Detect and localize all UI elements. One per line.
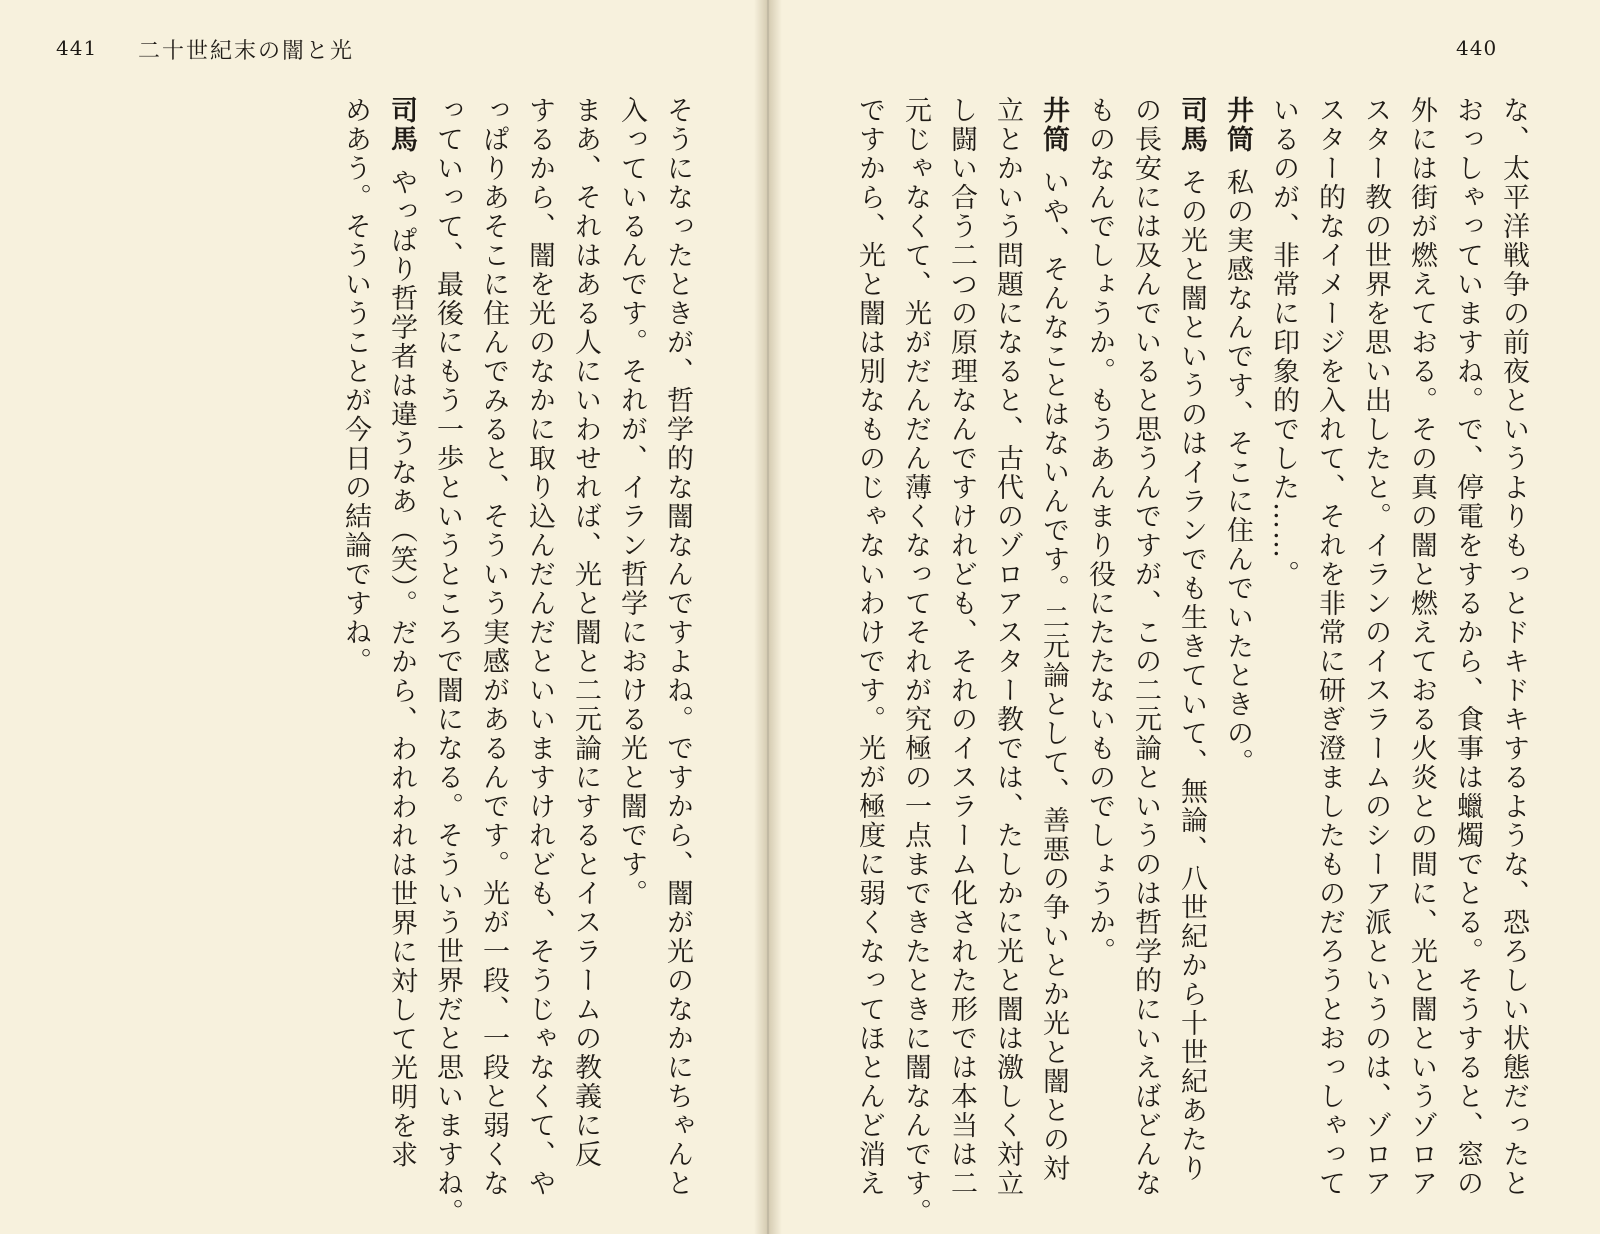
line-text: な、太平洋戦争の前夜というよりもっとドキドキするような、恐ろしい状態だったと — [1498, 96, 1529, 1198]
book-gutter — [754, 0, 782, 1234]
text-line — [378, 96, 424, 1196]
text-line — [984, 96, 1030, 1196]
text-line — [608, 96, 654, 1196]
text-line — [470, 96, 516, 1196]
speaker-label: 井筒 — [1222, 96, 1253, 154]
line-text: 元じゃなくて、光がだんだん薄くなってそれが究極の一点まできたときに闇なんです。 — [900, 96, 931, 1227]
line-text: 入っているんです。それが、イラン哲学における光と闇です。 — [616, 96, 647, 908]
text-line — [562, 96, 608, 1196]
line-text: っていって、最後にもう一歩というところで闇になる。そういう世界だと思いますね。 — [432, 96, 463, 1227]
right-page-number: 440 — [1456, 36, 1498, 60]
text-line — [1214, 96, 1260, 1196]
speaker-label: 司馬 — [1176, 96, 1207, 154]
text-line — [892, 96, 938, 1227]
text-line — [1490, 96, 1536, 1196]
text-line — [1444, 96, 1490, 1196]
text-line — [1260, 96, 1306, 1196]
line-text: 外には街が燃えておる。その真の闇と燃えておる火炎との間に、光と闇というゾロア — [1406, 96, 1437, 1198]
right-page-text — [818, 96, 1536, 1227]
left-page-text — [340, 96, 700, 1227]
text-line — [938, 96, 984, 1196]
left-page-number: 441 — [56, 36, 98, 60]
line-text: スター的なイメージを入れて、それを非常に研ぎ澄ましたものだろうとおっしゃって — [1314, 96, 1345, 1198]
text-line — [1352, 96, 1398, 1196]
text-line — [1076, 96, 1122, 1196]
text-line — [1168, 96, 1214, 1196]
text-line — [516, 96, 562, 1196]
line-text: するから、闇を光のなかに取り込んだんだといいますけれども、そうじゃなくて、や — [524, 96, 555, 1198]
line-text: 私の実感なんです、そこに住んでいたときの。 — [1222, 168, 1253, 777]
line-text: その光と闇というのはイランでも生きていて、無論、八世紀から十世紀あたり — [1176, 168, 1207, 1183]
line-text: ものなんでしょうか。もうあんまり役にたたないものでしょうか。 — [1084, 96, 1115, 966]
speaker-label: 井筒 — [1038, 96, 1069, 154]
line-text: やっぱり哲学者は違うなあ（笑）。だから、われわれは世界に対して光明を求 — [386, 168, 417, 1170]
text-line — [1398, 96, 1444, 1196]
line-text: いや、そんなことはないんです。二元論として、善悪の争いとか光と闇との対 — [1038, 168, 1069, 1183]
line-text: スター教の世界を思い出したと。イランのイスラームのシーア派というのは、ゾロア — [1360, 96, 1391, 1198]
text-line — [654, 96, 700, 1196]
line-text: ですから、光と闇は別なものじゃないわけです。光が極度に弱くなってほとんど消え — [854, 96, 885, 1198]
speaker-label: 司馬 — [386, 96, 417, 154]
text-line — [332, 96, 378, 1196]
line-text: いるのが、非常に印象的でした……。 — [1268, 96, 1299, 589]
text-line — [846, 96, 892, 1196]
text-line — [1122, 96, 1168, 1196]
line-text: し闘い合う二つの原理なんですけれども、それのイスラーム化された形では本当は二 — [946, 96, 977, 1198]
running-head: 二十世紀末の闇と光 — [138, 39, 355, 64]
text-line — [424, 96, 470, 1227]
text-line — [1030, 96, 1076, 1196]
line-text: めあう。そういうことが今日の結論ですね。 — [340, 96, 371, 676]
line-text: そうになったときが、哲学的な闇なんですよね。ですから、闇が光のなかにちゃんと — [662, 96, 693, 1198]
text-line — [1306, 96, 1352, 1196]
line-text: まあ、それはある人にいわせれば、光と闇と二元論にするとイスラームの教義に反 — [570, 96, 601, 1169]
line-text: 立とかいう問題になると、古代のゾロアスター教では、たしかに光と闇は激しく対立 — [992, 96, 1023, 1198]
line-text: おっしゃっていますね。で、停電をするから、食事は蠟燭でとる。そうすると、窓の — [1452, 96, 1483, 1198]
line-text: っぱりあそこに住んでみると、そういう実感があるんです。光が一段、一段と弱くな — [478, 96, 509, 1198]
line-text: の長安には及んでいると思うんですが、この二元論というのは哲学的にいえばどんな — [1130, 96, 1161, 1198]
